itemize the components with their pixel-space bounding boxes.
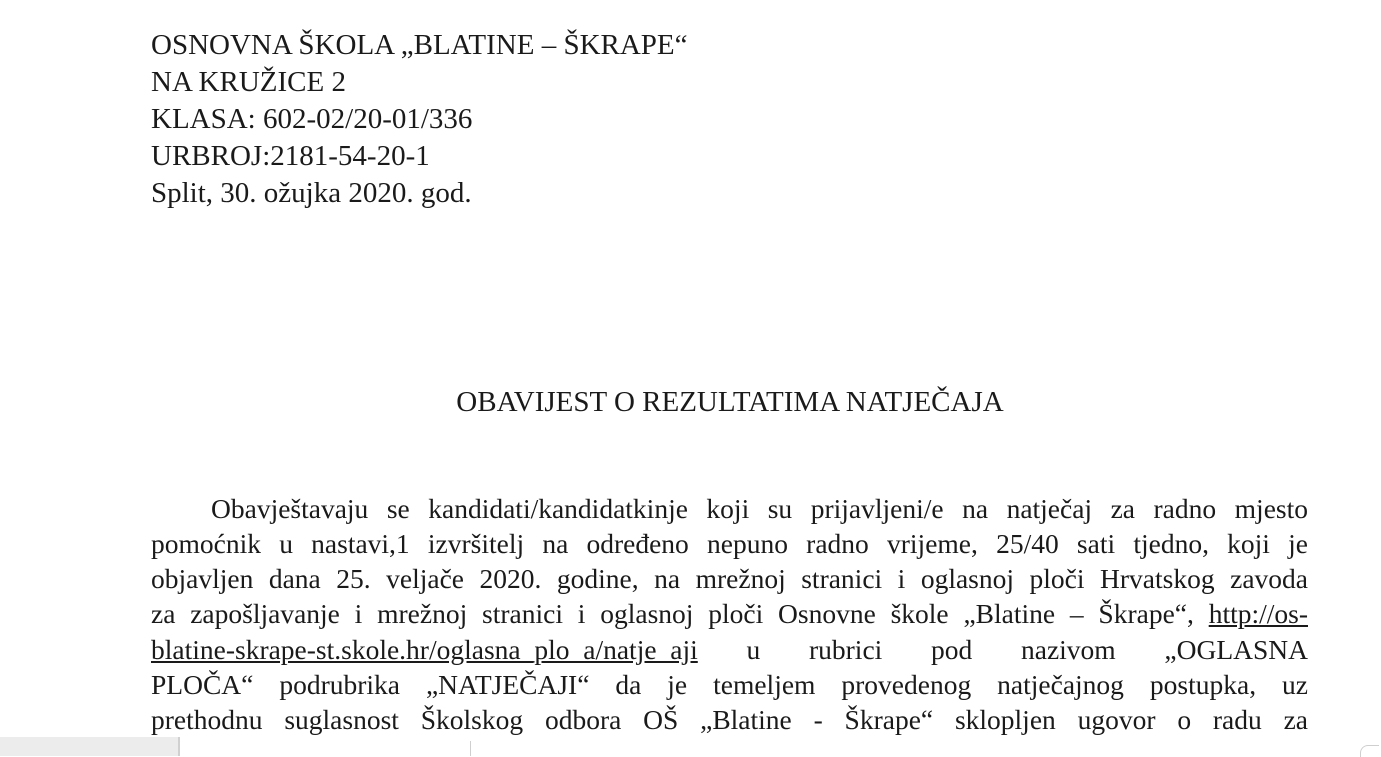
body-line-6: PLOČA“ podrubrika „NATJEČAJI“ da je temeljem provedenog natječajnog postupka, uz bbox=[151, 669, 1308, 700]
school-address: NA KRUŽICE 2 bbox=[151, 66, 346, 98]
viewer-bottom-bar bbox=[0, 737, 1381, 756]
urbroj-number: URBROJ:2181-54-20-1 bbox=[151, 140, 430, 172]
document-date: Split, 30. ožujka 2020. god. bbox=[151, 177, 472, 209]
body-line-5-text: u rubrici pod nazivom „OGLASNA bbox=[746, 634, 1308, 665]
body-line-2: pomoćnik u nastavi,1 izvršitelj na određeno nepuno radno vrijeme, 25/40 sati tjedno, koji je bbox=[151, 528, 1308, 559]
viewer-bottom-divider bbox=[470, 741, 471, 756]
school-url-link-start[interactable]: http://os- bbox=[1208, 598, 1308, 629]
body-line-5 bbox=[151, 632, 1308, 667]
klasa-number: KLASA: 602-02/20-01/336 bbox=[151, 103, 473, 135]
body-line-4 bbox=[151, 596, 1308, 631]
viewer-bottom-panel bbox=[0, 737, 180, 756]
body-line-3: objavljen dana 25. veljače 2020. godine, na mrežnoj stranici i oglasnoj ploči Hrvatskog zavoda bbox=[151, 563, 1308, 594]
school-url-link-end[interactable]: blatine-skrape-st.skole.hr/oglasna_plo_a/natje_aji bbox=[151, 634, 698, 665]
school-name: OSNOVNA ŠKOLA „BLATINE – ŠKRAPE“ bbox=[151, 29, 688, 61]
body-line-7: prethodnu suglasnost Školskog odbora OŠ „Blatine - Škrape“ sklopljen ugovor o radu za bbox=[151, 704, 1308, 735]
body-line-1: Obavještavaju se kandidati/kandidatkinje koji su prijavljeni/e na natječaj za radno mjesto bbox=[211, 493, 1308, 524]
document-title: OBAVIJEST O REZULTATIMA NATJEČAJA bbox=[456, 386, 1004, 418]
corner-resize-handle[interactable] bbox=[1360, 745, 1379, 757]
body-line-4-text: za zapošljavanje i mrežnoj stranici i oglasnoj ploči Osnovne škole „Blatine – Škrape“, bbox=[151, 598, 1194, 629]
document-header bbox=[151, 27, 688, 212]
